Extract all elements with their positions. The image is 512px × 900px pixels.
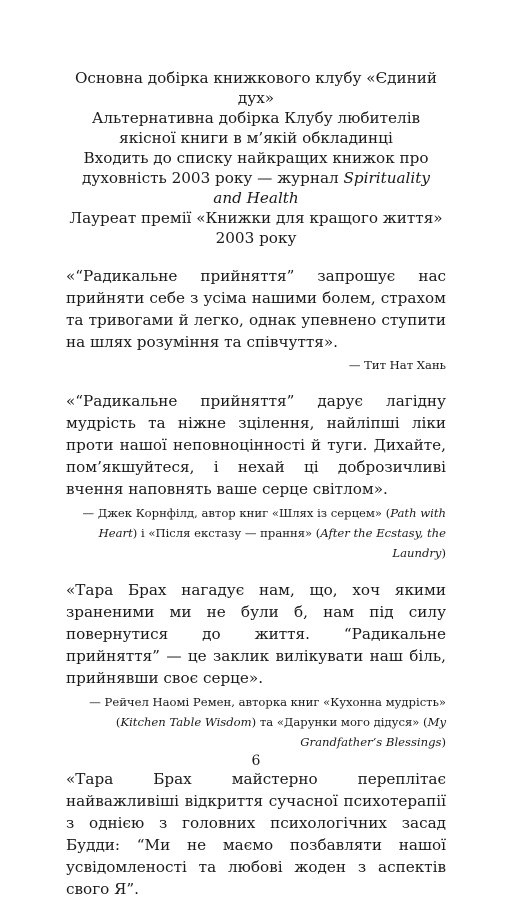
page-number: 6 (251, 753, 261, 769)
award-text: Основна добірка книжкового клубу «Єдиний дух» (74, 69, 438, 107)
book-title: After the Ecstasy, the Laundry (320, 526, 446, 560)
attribution-1 (66, 355, 446, 375)
attribution-3 (66, 692, 446, 752)
attribution-text: ) та «Дарунки мого дідуся» ( (251, 715, 428, 729)
attribution-text: — Рейчел Наомі Ремен, авторка книг «Кухонна мудрість» ( (89, 695, 446, 729)
awards-block (66, 68, 446, 248)
attribution-text: — Джек Корнфілд, автор книг «Шлях із серцем» ( (82, 506, 391, 520)
book-page (66, 68, 446, 900)
award-text: Альтернативна добірка Клубу любителів якісної книги в м’якій обкладинці (91, 109, 421, 147)
quote-3: «Тара Брах нагадує нам, що, хоч якими зраненими ми не були б, нам під силу повернутися до життя. “Радикальне прийняття” — це заклик вилікувати наш біль, прийнявши своє серце». (66, 581, 446, 687)
quote-1: «“Радикальне прийняття” запрошує нас прийняти себе з усіма нашими болем, страхом та тривогами й легко, однак упевнено ступити на шлях розуміння та співчуття». (66, 267, 446, 351)
attribution-text: ) (441, 735, 446, 749)
attribution-2 (66, 503, 446, 563)
book-title: My Grandfather’s Blessings (300, 715, 446, 749)
quote-2: «“Радикальне прийняття” дарує лагідну мудрість та ніжне зцілення, найліпші ліки проти нашої неповноцінності й туги. Дихайте, пом’якшуйтеся, і нехай ці доброзичливі вчення наповнять ваше серце світлом». (66, 392, 446, 498)
award-text: Входить до списку найкращих книжок про духовність 2003 року — журнал (82, 149, 429, 187)
book-title: Path with Heart (98, 506, 446, 540)
magazine-title: Spirituality and Health (213, 169, 430, 207)
quote-4: «Тара Брах майстерно переплітає найважливіші відкриття сучасної психотерапії з однією з головних психологічних засад Будди: “Ми не маємо позбавляти нашої усвідомленості та любові жоден з аспектів свого Я”. (66, 770, 446, 898)
award-text: Лауреат премії «Книжки для кращого життя» 2003 року (69, 209, 443, 247)
attribution-text: — Тит Нат Хань (348, 358, 446, 372)
attribution-text: ) (441, 546, 446, 560)
award-line-1 (66, 68, 446, 108)
attribution-text: ) і «Після екстазу — прання» ( (132, 526, 321, 540)
award-line-3 (66, 148, 446, 208)
book-title: Kitchen Table Wisdom (120, 715, 252, 729)
award-line-4 (66, 208, 446, 248)
award-line-2 (66, 108, 446, 148)
